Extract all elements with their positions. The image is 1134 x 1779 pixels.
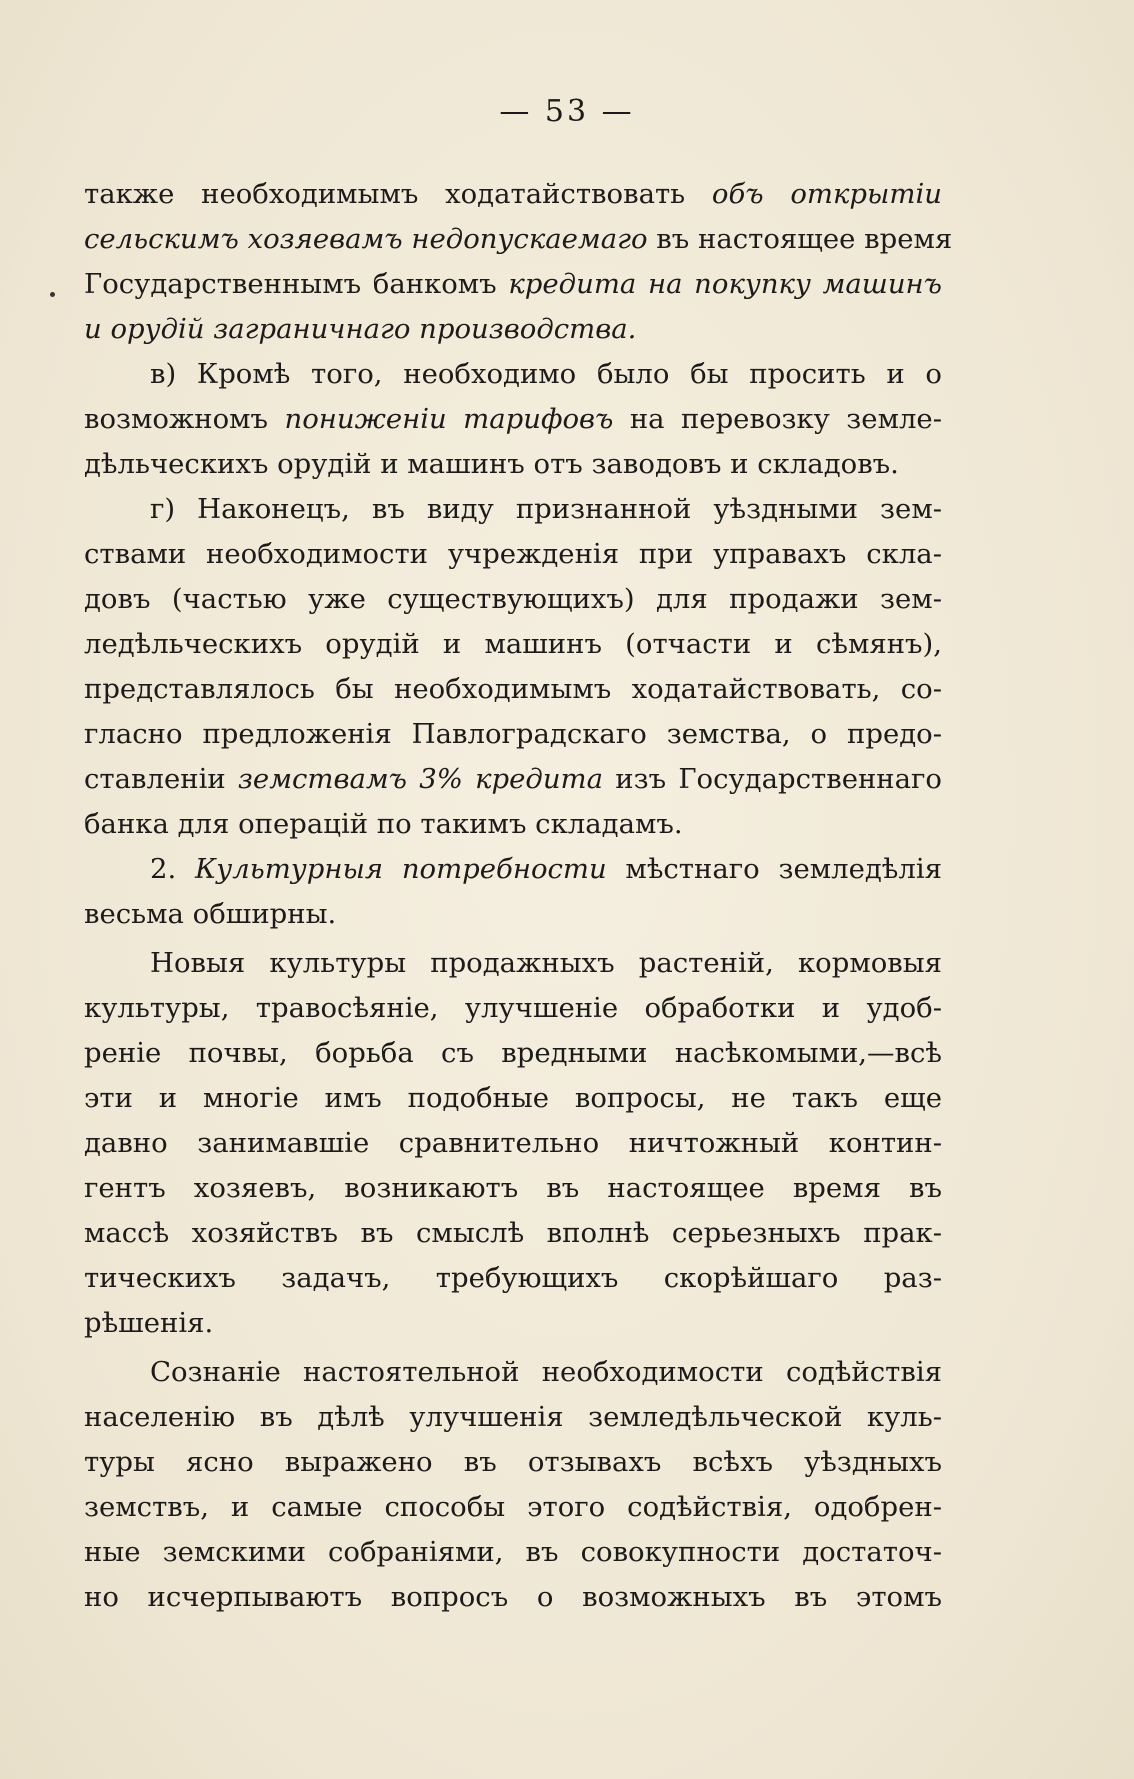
text-line xyxy=(84,442,942,487)
text-span: эти и многіе имъ подобные вопросы, не такъ еще xyxy=(84,1082,942,1114)
text-line xyxy=(84,1256,942,1301)
text-line xyxy=(84,622,942,667)
text-span: давно занимавшіе сравнительно ничтожный контин- xyxy=(84,1127,942,1159)
text-line xyxy=(84,217,953,262)
italic-text-span: кредита на покупку машинъ xyxy=(508,268,942,300)
text-line xyxy=(84,892,942,937)
text-line xyxy=(84,1350,942,1395)
text-span: дѣльческихъ орудій и машинъ отъ заводовъ и складовъ. xyxy=(84,448,899,480)
text-line xyxy=(84,1166,942,1211)
text-line xyxy=(84,307,942,352)
text-line xyxy=(84,802,942,847)
text-span: реніе почвы, борьба съ вредными насѣкомыми,—всѣ xyxy=(84,1037,942,1069)
text-span: банка для операцій по такимъ складамъ. xyxy=(84,808,683,840)
text-span: ствами необходимости учрежденія при управахъ скла- xyxy=(84,538,942,570)
text-span xyxy=(463,763,475,795)
text-line xyxy=(84,1076,942,1121)
text-span: довъ (частью уже существующихъ) для продажи зем- xyxy=(84,583,942,615)
text-span: мѣстнаго земледѣлія xyxy=(606,853,942,885)
text-line xyxy=(84,262,942,307)
text-span: рѣшенія. xyxy=(84,1307,214,1339)
document-body xyxy=(84,172,953,1620)
text-line xyxy=(84,1211,942,1256)
page-number: — 53 — xyxy=(499,94,635,129)
text-line xyxy=(84,1121,942,1166)
text-span: также необходимымъ ходатайствовать xyxy=(84,178,712,210)
text-line xyxy=(84,487,942,532)
text-span: тическихъ задачъ, требующихъ скорѣйшаго раз- xyxy=(84,1262,942,1294)
italic-text-span: Культурныя потребности xyxy=(195,853,607,885)
text-line xyxy=(84,847,942,892)
text-span: культуры, травосѣяніе, улучшеніе обработки и удоб- xyxy=(84,992,942,1024)
text-line xyxy=(84,1031,942,1076)
italic-text-span: объ открытіи xyxy=(711,178,942,210)
italic-text-span: кредита xyxy=(475,763,604,795)
text-span: возможномъ xyxy=(84,403,285,435)
text-span: изъ Государственнаго xyxy=(603,763,942,795)
text-span: населенію въ дѣлѣ улучшенія земледѣльческой куль- xyxy=(84,1401,942,1433)
text-line xyxy=(84,712,942,757)
italic-text-span: сельскимъ хозяевамъ недопускаемаго xyxy=(84,223,648,255)
text-span: Сознаніе настоятельной необходимости содѣйствія xyxy=(150,1356,942,1388)
text-line xyxy=(84,397,942,442)
text-line xyxy=(84,941,942,986)
text-span: Государственнымъ банкомъ xyxy=(84,268,509,300)
text-span: на перевозку земле- xyxy=(613,403,942,435)
italic-text-span: земствамъ 3% xyxy=(237,763,463,795)
text-span: гентъ хозяевъ, возникаютъ въ настоящее время въ xyxy=(84,1172,942,1204)
text-span: в) Кромѣ того, необходимо было бы просить и о xyxy=(150,358,942,390)
text-line xyxy=(84,757,942,802)
text-span: гласно предложенія Павлоградскаго земства, о предо- xyxy=(84,718,942,750)
text-span: массѣ хозяйствъ въ смыслѣ вполнѣ серьезныхъ прак- xyxy=(84,1217,942,1249)
text-line xyxy=(84,1530,942,1575)
text-line xyxy=(84,667,942,712)
text-span: г) Наконецъ, въ виду признанной уѣздными зем- xyxy=(150,493,942,525)
text-span: ледѣльческихъ орудій и машинъ (отчасти и сѣмянъ), xyxy=(84,628,942,660)
text-span: но исчерпываютъ вопросъ о возможныхъ въ этомъ xyxy=(84,1581,942,1613)
text-span: ставленіи xyxy=(84,763,238,795)
italic-text-span: и орудій заграничнаго производства. xyxy=(84,313,637,345)
text-span: Новыя культуры продажныхъ растеній, кормовыя xyxy=(150,947,942,979)
text-line xyxy=(84,577,942,622)
text-line xyxy=(84,986,942,1031)
text-line xyxy=(84,1485,942,1530)
text-line xyxy=(84,1395,942,1440)
text-span: въ настоящее время xyxy=(647,223,953,255)
text-span: ные земскими собраніями, въ совокупности достаточ- xyxy=(84,1536,942,1568)
text-span: весьма обширны. xyxy=(84,898,337,930)
text-line xyxy=(84,1440,942,1485)
ink-speck xyxy=(50,292,55,297)
text-span: туры ясно выражено въ отзывахъ всѣхъ уѣздныхъ xyxy=(84,1446,942,1478)
text-line xyxy=(84,352,942,397)
text-span: земствъ, и самые способы этого содѣйствія, одобрен- xyxy=(84,1491,942,1523)
text-span: представлялось бы необходимымъ ходатайствовать, со- xyxy=(84,673,942,705)
text-span: 2. xyxy=(150,853,195,885)
text-line xyxy=(84,1575,942,1620)
text-line xyxy=(84,172,942,217)
italic-text-span: пониженіи тарифовъ xyxy=(284,403,614,435)
text-line xyxy=(84,532,942,577)
text-line xyxy=(84,1301,942,1346)
